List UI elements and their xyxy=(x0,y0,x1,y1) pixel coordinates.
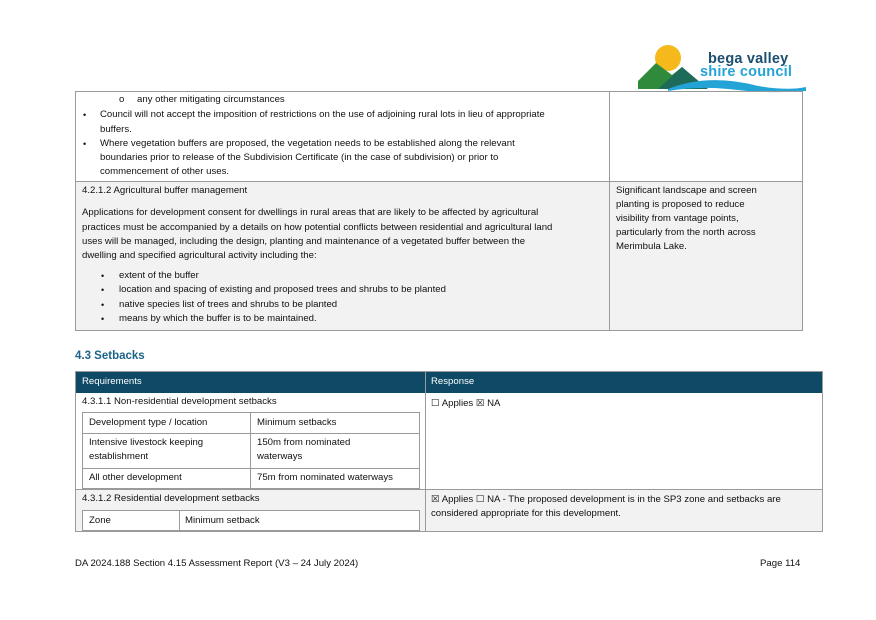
clause-title: 4.3.1.2 Residential development setbacks xyxy=(82,493,260,504)
setbacks-table xyxy=(75,371,823,532)
bullet-marker: • xyxy=(83,139,87,149)
inner-row-divider xyxy=(83,433,419,434)
response-line: visibility from vantage points, xyxy=(616,213,739,224)
paragraph-line: practices must be accompanied by a details on how potential conflicts between residential and agricultural land xyxy=(82,222,553,233)
bullet-text: extent of the buffer xyxy=(119,270,199,281)
response-line: Significant landscape and screen xyxy=(616,185,757,196)
logo-text-line2: shire council xyxy=(700,64,793,80)
paragraph-line: Applications for development consent for dwellings in rural areas that are likely to be affected by agricultural xyxy=(82,207,539,218)
paragraph-line: uses will be managed, including the design, planting and maintenance of a vegetated buffer between the xyxy=(82,236,526,247)
clause-title: 4.3.1.1 Non-residential development setbacks xyxy=(82,396,277,407)
bullet-text: commencement of other uses. xyxy=(100,166,230,177)
inner-header: Minimum setbacks xyxy=(257,417,337,428)
logo-text-line1: bega valley xyxy=(708,51,789,67)
header-response: Response xyxy=(431,376,475,387)
sub-bullet-text: any other mitigating circumstances xyxy=(137,94,285,105)
paragraph-line: dwelling and specified agricultural activity including the: xyxy=(82,250,317,261)
residential-setbacks-inner-table xyxy=(82,510,420,531)
bullet-text: boundaries prior to release of the Subdivision Certificate (in the case of subdivision) or prior to xyxy=(100,152,499,163)
setbacks-inner-table xyxy=(82,412,420,489)
inner-cell: establishment xyxy=(89,451,149,462)
table-header-row xyxy=(76,372,822,393)
clause-title: 4.2.1.2 Agricultural buffer management xyxy=(82,185,248,196)
bullet-text: location and spacing of existing and proposed trees and shrubs to be planted xyxy=(119,284,446,295)
bullet-text: Council will not accept the imposition of restrictions on the use of adjoining rural lots in lieu of appropriate xyxy=(100,109,545,120)
response-line: particularly from the north across xyxy=(616,227,756,238)
bullet-marker: • xyxy=(101,314,105,324)
inner-cell: 75m from nominated waterways xyxy=(257,472,393,483)
column-divider xyxy=(425,372,426,531)
inner-cell: All other development xyxy=(89,472,182,483)
inner-row-divider xyxy=(83,468,419,469)
header-requirements: Requirements xyxy=(82,376,142,387)
section-heading: 4.3 Setbacks xyxy=(75,350,145,362)
response-line: ☒ Applies ☐ NA - The proposed development is in the SP3 zone and setbacks are xyxy=(431,494,781,505)
bullet-text: buffers. xyxy=(100,124,132,135)
response-line: Merimbula Lake. xyxy=(616,241,687,252)
footer-document-title: DA 2024.188 Section 4.15 Assessment Report (V3 – 24 July 2024) xyxy=(75,558,359,569)
inner-header: Minimum setback xyxy=(185,515,260,526)
inner-column-divider xyxy=(179,511,180,531)
bullet-marker: • xyxy=(101,271,105,281)
sub-bullet-marker: o xyxy=(119,94,125,105)
inner-cell: 150m from nominated xyxy=(257,437,351,448)
response-line: planting is proposed to reduce xyxy=(616,199,745,210)
response-cell xyxy=(610,182,802,330)
footer-page-number: Page 114 xyxy=(760,558,801,569)
inner-header: Development type / location xyxy=(89,417,208,428)
inner-cell: waterways xyxy=(257,451,303,462)
inner-column-divider xyxy=(250,413,251,488)
bullet-text: means by which the buffer is to be maintained. xyxy=(119,313,317,324)
council-logo xyxy=(638,41,808,97)
inner-cell: Intensive livestock keeping xyxy=(89,437,204,448)
column-divider xyxy=(609,92,610,330)
bullet-marker: • xyxy=(83,110,87,120)
response-line: considered appropriate for this development. xyxy=(431,508,621,519)
response-checkbox-text: ☐ Applies ☒ NA xyxy=(431,398,501,409)
row-divider xyxy=(76,489,822,490)
table-row xyxy=(76,92,802,182)
requirements-table-continued xyxy=(75,91,803,331)
bullet-marker: • xyxy=(101,285,105,295)
bullet-marker: • xyxy=(101,300,105,310)
inner-header: Zone xyxy=(89,515,111,526)
bullet-text: native species list of trees and shrubs to be planted xyxy=(119,299,338,310)
bullet-text: Where vegetation buffers are proposed, the vegetation needs to be established along the relevant xyxy=(100,138,515,149)
